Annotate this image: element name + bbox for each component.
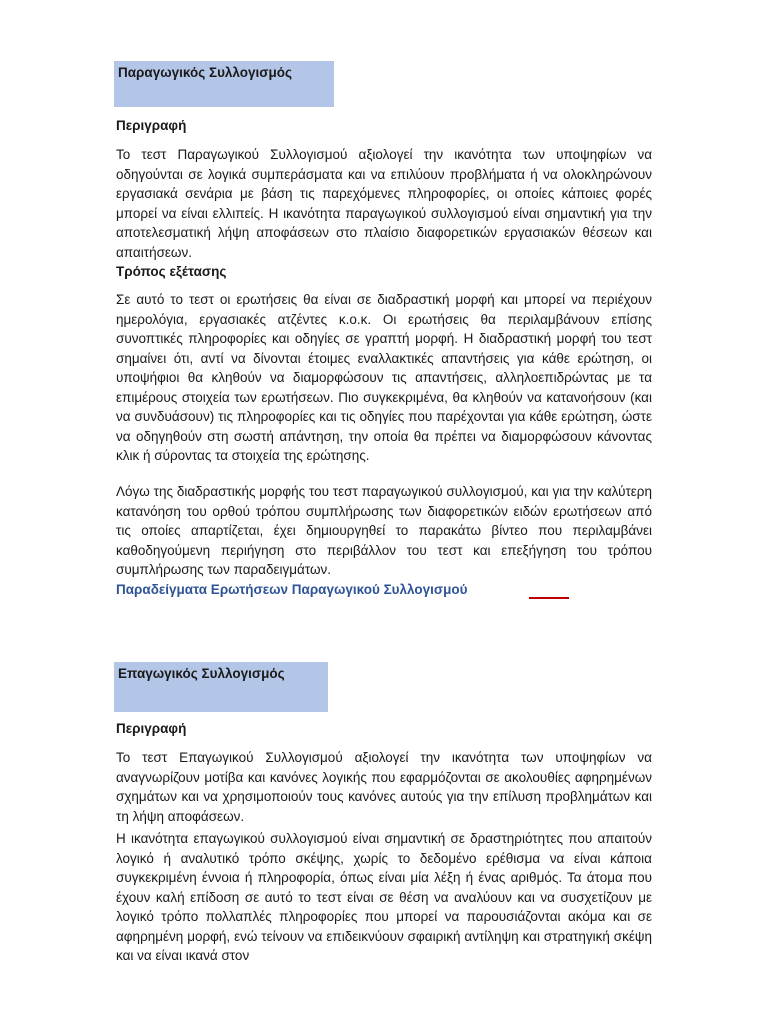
examples-link-deductive[interactable]: Παραδείγματα Ερωτήσεων Παραγωγικού Συλλογισμού [116, 582, 468, 597]
exam-method-paragraph: Σε αυτό το τεστ οι ερωτήσεις θα είναι σε διαδραστική μορφή και μπορεί να περιέχουν ημερολόγια, εργασιακές ατζέντες κ.ο.κ. Οι ερωτήσεις θα περιλαμβάνουν επίσης συνοπτικές πληροφορίες και οδηγίες σε γραπτή μορφή. Η διαδραστική μορφή του τεστ σημαίνει ότι, αντί να δίνονται έτοιμες εναλλακτικές απαντήσεις για κάθε ερώτηση, οι υποψήφιοι θα κληθούν να διαμορφώσουν τις απαντήσεις, αλληλοεπιδρώντας με τα επιμέρους στοιχεία των ερωτήσεων. Πιο συγκεκριμένα, θα κληθούν να κατανοήσουν (και να συνδυάσουν) τις πληροφορίες και τις οδηγίες που παρέχονται για κάθε ερώτηση, ώστε να οδηγηθούν στη σωστή απάντηση, την οποία θα πρέπει να διαμορφώσουν κάνοντας κλικ ή σύροντας τα στοιχεία της ερώτησης. [116, 292, 652, 463]
importance-paragraph-inductive: Η ικανότητα επαγωγικού συλλογισμού είναι σημαντική σε δραστηριότητες που απαιτούν λογικό ή αναλυτικό τρόπο σκέψης, χωρίς το δεδομένο ερέθισμα να είναι κάποια συγκεκριμένη έννοια ή πληροφορία, όπως είναι μία λέξη ή ένας αριθμός. Τα άτομα που έχουν καλή επίδοση σε αυτό το τεστ είναι σε θέση να αναλύουν και να συσχετίζουν με λογικό τρόπο πολλαπλές πληροφορίες που μπορεί να παρουσιάζονται ακόμα και σε αφηρημένη μορφή, ενώ τείνουν να επιδεικνύουν σφαιρική αντίληψη και στρατηγική σκέψη και να είναι ικανά στον [116, 831, 652, 963]
section-title-deductive: Παραγωγικός Συλλογισμός [118, 65, 293, 80]
description-paragraph-inductive: Το τεστ Επαγωγικού Συλλογισμού αξιολογεί την ικανότητα των υποψηφίων να αναγνωρίζουν μοτίβα και κανόνες λογικής που εφαρμόζονται σε ακολουθίες αφηρημένων σχημάτων και να χρησιμοποιούν τους κανόνες αυτούς για την επίλυση προβλημάτων και τη λήψη αποφάσεων. [116, 750, 652, 824]
description-heading-inductive: Περιγραφή [116, 721, 187, 736]
examples-link-underline [529, 597, 569, 599]
section-title-box-inductive [114, 662, 328, 712]
section-title-inductive: Επαγωγικός Συλλογισμός [118, 666, 285, 681]
section-title-box-deductive [114, 61, 334, 107]
exam-method-heading: Τρόπος εξέτασης [116, 264, 227, 279]
video-paragraph: Λόγω της διαδραστικής μορφής του τεστ παραγωγικού συλλογισμού, και για την καλύτερη κατανόηση του ορθού τρόπου συμπλήρωσης των διαφορετικών ειδών ερωτήσεων από τις οποίες απαρτίζεται, έχει δημιουργηθεί το παρακάτω βίντεο που περιλαμβάνει καθοδηγούμενη περιήγηση στο περιβάλλον του τεστ και επεξήγηση του τρόπου συμπλήρωσης των παραδειγμάτων. [116, 484, 652, 577]
description-paragraph-deductive: Το τεστ Παραγωγικού Συλλογισμού αξιολογεί την ικανότητα των υποψηφίων να οδηγούνται σε λογικά συμπεράσματα και να επιλύουν προβλήματα ή να ολοκληρώνουν εργασιακά σενάρια με βάση τις παρεχόμενες πληροφορίες, οι οποίες κάποιες φορές μπορεί να είναι ελλιπείς. Η ικανότητα παραγωγικού συλλογισμού είναι σημαντική για την αποτελεσματική λήψη αποφάσεων στο πλαίσιο διαφορετικών εργασιακών θέσεων και απαιτήσεων. [116, 147, 652, 260]
description-heading-deductive: Περιγραφή [116, 118, 187, 133]
